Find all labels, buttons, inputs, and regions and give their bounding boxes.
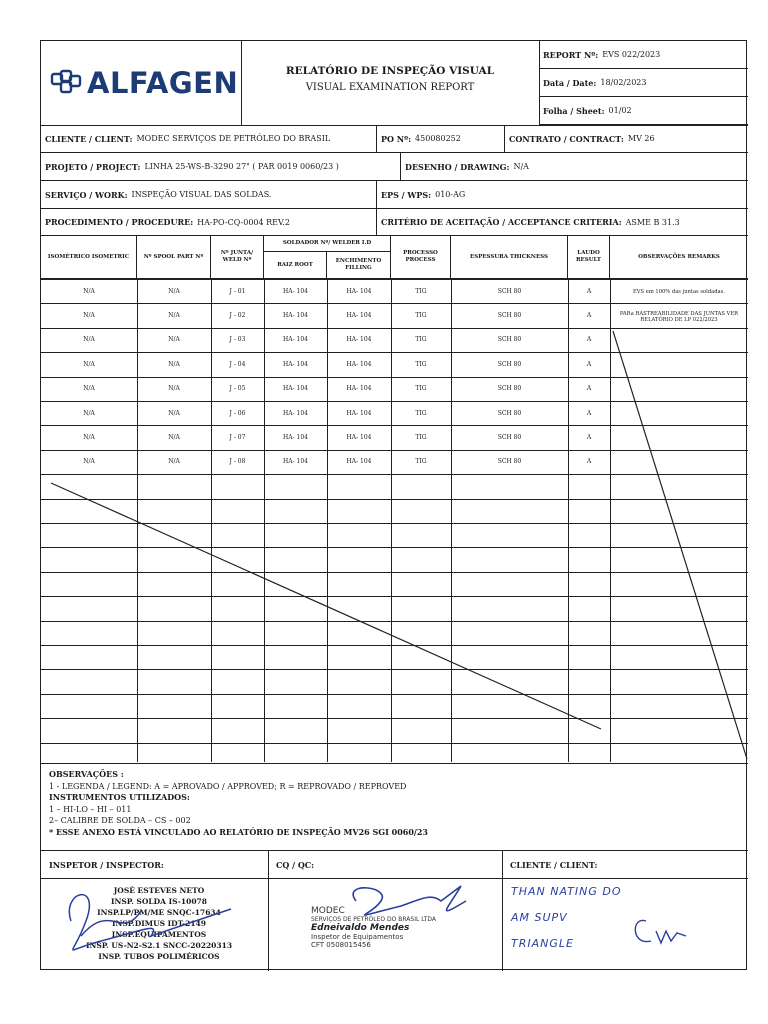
criteria-value: ASME B 31.3 (625, 217, 680, 227)
instrument-item: 1 – HI-LO – HI – 011 (49, 804, 132, 814)
cell-joint: J - 08 (229, 458, 246, 466)
drawing-label: DESENHO / DRAWING: (405, 161, 510, 172)
cell-result: A (586, 360, 592, 368)
inspector-credential-line: JOSÉ ESTEVES NETO (113, 886, 205, 895)
inspector-credential-line: INSP.EQUIPAMENTOS (111, 930, 207, 939)
divider (502, 850, 503, 971)
row-line (41, 718, 748, 719)
divider (268, 850, 269, 971)
contract-value: MV 26 (627, 134, 655, 143)
col-header-root: RAIZ ROOT (264, 252, 327, 279)
cell-iso: N/A (83, 385, 95, 393)
cell-filling: HA- 104 (346, 287, 372, 295)
instruments-title: INSTRUMENTOS UTILIZADOS: (49, 792, 190, 802)
qc-cft: CFT 0508015456 (311, 941, 371, 949)
cell-root: HA- 104 (283, 385, 308, 393)
row-line (41, 547, 748, 548)
cell-thickness: SCH 80 (497, 336, 522, 344)
cell-root: HA- 104 (283, 433, 308, 441)
cell-spool: N/A (168, 433, 180, 441)
cell-spool: N/A (168, 458, 180, 466)
cell-process: TIG (415, 287, 427, 295)
project-label: PROJETO / PROJECT: (45, 161, 141, 172)
cell-process: TIG (415, 458, 427, 466)
row-line (41, 694, 748, 695)
report-date (539, 69, 748, 97)
divider (41, 850, 748, 851)
inspector-stamp (69, 885, 249, 962)
inspector-credential-line: INSP.DIMUS IDT-2149 (111, 919, 206, 928)
work-value: INSPEÇÃO VISUAL DAS SOLDAS. (131, 190, 272, 199)
wps-value: 010-AG (435, 190, 466, 199)
cell-joint: J - 02 (229, 311, 246, 319)
contract-field (505, 125, 748, 153)
cell-spool: N/A (168, 385, 180, 393)
report-date-value: 18/02/2023 (600, 78, 647, 87)
client-hand-line: TRIANGLE (511, 937, 574, 950)
criteria-field (377, 209, 748, 236)
report-number-label: REPORT Nº: (543, 49, 599, 60)
cell-thickness: SCH 80 (497, 360, 522, 368)
cell-filling: HA- 104 (346, 458, 372, 466)
col-header-welder: SOLDADOR Nº/ WELDER I.D (264, 236, 391, 252)
report-sheet (40, 40, 747, 970)
cell-spool: N/A (168, 287, 180, 295)
cell-thickness: SCH 80 (497, 311, 522, 319)
col-header-isometric: ISOMÉTRICO ISOMETRIC (41, 236, 137, 279)
cell-result: A (586, 458, 592, 466)
cell-result: A (586, 433, 592, 441)
cell-process: TIG (415, 360, 427, 368)
cell-thickness: SCH 80 (497, 385, 522, 393)
col-header-remarks: OBSERVAÇÕES REMARKS (610, 236, 748, 279)
cell-filling: HA- 104 (346, 336, 372, 344)
cell-joint: J - 05 (229, 385, 246, 393)
cell-joint: J - 01 (229, 287, 246, 295)
row-line (41, 596, 748, 597)
po-value: 450080252 (415, 134, 461, 143)
observations-title: OBSERVAÇÕES : (49, 769, 124, 779)
logo-text: ALFAGEN (87, 66, 239, 100)
qc-label: CQ / QC: (276, 860, 315, 870)
cell-filling: HA- 104 (346, 311, 372, 319)
cell-thickness: SCH 80 (497, 433, 522, 441)
instrument-item: 2– CALIBRE DE SOLDA – CS – 002 (49, 816, 191, 825)
cell-filling: HA- 104 (346, 433, 372, 441)
row-line (41, 523, 748, 524)
inspector-label: INSPETOR / INSPECTOR: (49, 860, 164, 870)
cell-thickness: SCH 80 (497, 409, 522, 417)
remark-traceability: PARa RASTREABILIDADE DAS JUNTAS VER RELATÓRIO DE LP 022/2023 (619, 310, 739, 323)
legend-note: 1 - LEGENDA / LEGEND: A = APROVADO / APPROVED; R = REPROVADO / REPROVED (49, 781, 407, 791)
po-field (377, 125, 505, 153)
cell-root: HA- 104 (283, 360, 308, 368)
cell-spool: N/A (168, 409, 180, 417)
cell-iso: N/A (83, 409, 95, 417)
cell-root: HA- 104 (283, 336, 308, 344)
client-field (41, 125, 377, 153)
qc-stamp (311, 907, 436, 950)
cell-result: A (586, 385, 592, 393)
inspector-credentials (69, 885, 249, 962)
sheet-value: 01/02 (608, 106, 632, 115)
inspector-credential-line: INSP. US-N2-S2.1 SNCC-20220313 (85, 941, 233, 950)
cell-result: A (586, 287, 592, 295)
row-line (41, 743, 748, 744)
project-value: LINHA 25-WS-B-3290 27" ( PAR 0019 0060/23 ) (144, 162, 339, 171)
col-header-thickness: ESPESSURA THICKNESS (451, 236, 568, 279)
inspector-credential-line: INSP. SOLDA IS-10078 (111, 897, 207, 906)
client-label: CLIENTE / CLIENT: (45, 133, 133, 144)
observations-section (49, 769, 428, 838)
client-hand-line: THAN NATING DO (511, 885, 622, 898)
cell-filling: HA- 104 (346, 385, 372, 393)
cell-process: TIG (415, 311, 427, 319)
col-header-spool: Nº SPOOL PART Nº (137, 236, 211, 279)
cell-process: TIG (415, 433, 427, 441)
qc-company: MODEC (311, 906, 345, 916)
work-field (41, 181, 377, 209)
client-sign-label: CLIENTE / CLIENT: (510, 860, 598, 870)
cell-iso: N/A (83, 433, 95, 441)
qc-role: Inspetor de Equipamentos (311, 932, 404, 941)
divider (41, 878, 748, 879)
cell-iso: N/A (83, 336, 95, 344)
logo-symbol-icon (49, 68, 83, 98)
inspector-credential-line: INSP. TUBOS POLIMÉRICOS (98, 952, 220, 961)
inspector-credential-line: INSP.LP/PM/ME SNQC-17634 (97, 908, 221, 917)
cell-spool: N/A (168, 336, 180, 344)
cell-process: TIG (415, 409, 427, 417)
cell-thickness: SCH 80 (497, 287, 522, 295)
qc-company-full: SERVIÇOS DE PETRÓLEO DO BRASIL LTDA (311, 915, 437, 923)
annex-note: * ESSE ANEXO ESTÁ VINCULADO AO RELATÓRIO DE INSPEÇÃO MV26 SGI 0060/23 (49, 826, 428, 837)
cell-filling: HA- 104 (346, 360, 372, 368)
cell-spool: N/A (168, 360, 180, 368)
cell-process: TIG (415, 336, 427, 344)
wps-label: EPS / WPS: (381, 189, 432, 200)
cell-root: HA- 104 (283, 409, 308, 417)
cell-iso: N/A (83, 311, 95, 319)
cell-root: HA- 104 (283, 311, 308, 319)
cell-result: A (586, 311, 592, 319)
procedure-value: HA-PO-CQ-0004 REV.2 (197, 217, 291, 227)
report-title: RELATÓRIO DE INSPEÇÃO VISUAL (285, 65, 495, 77)
cell-thickness: SCH 80 (497, 458, 522, 466)
report-number-value: EVS 022/2023 (602, 50, 661, 59)
cell-process: TIG (415, 385, 427, 393)
qc-name: Edneivaldo Mendes (311, 923, 410, 933)
work-label: SERVIÇO / WORK: (45, 189, 128, 200)
report-subtitle: VISUAL EXAMINATION REPORT (305, 82, 475, 93)
drawing-value: N/A (513, 162, 529, 171)
client-value: MODEC SERVIÇOS DE PETRÓLEO DO BRASIL (136, 134, 331, 143)
cell-joint: J - 07 (229, 433, 246, 441)
cell-iso: N/A (83, 458, 95, 466)
row-line (41, 572, 748, 573)
row-line (41, 669, 748, 670)
contract-label: CONTRATO / CONTRACT: (509, 133, 624, 144)
cell-root: HA- 104 (283, 458, 308, 466)
col-header-filling: ENCHIMENTO FILLING (327, 252, 391, 279)
remark-evs: EVS em 100% das juntas soldadas. (633, 288, 725, 295)
po-label: PO Nº: (381, 133, 412, 144)
procedure-label: PROCEDIMENTO / PROCEDURE: (45, 217, 194, 227)
report-date-label: Data / Date: (543, 77, 597, 88)
project-field (41, 153, 401, 181)
row-line (41, 621, 748, 622)
col-header-joint: Nº JUNTA/ WELD Nº (211, 236, 264, 279)
cell-filling: HA- 104 (346, 409, 372, 417)
client-hand-line: AM SUPV (511, 911, 568, 924)
cell-root: HA- 104 (283, 287, 308, 295)
procedure-field (41, 209, 377, 236)
cell-result: A (586, 409, 592, 417)
client-signature (635, 920, 686, 943)
criteria-label: CRITÉRIO DE ACEITAÇÃO / ACCEPTANCE CRITERIA: (381, 217, 622, 227)
col-header-process: PROCESSO PROCESS (391, 236, 451, 279)
cell-iso: N/A (83, 360, 95, 368)
cell-joint: J - 04 (229, 360, 246, 368)
void-strike-line (51, 483, 601, 729)
wps-field (377, 181, 748, 209)
cell-iso: N/A (83, 287, 95, 295)
cell-spool: N/A (168, 311, 180, 319)
cell-joint: J - 06 (229, 409, 246, 417)
table-bottom-line (41, 763, 748, 764)
report-sheet-number (539, 97, 748, 125)
report-number (539, 41, 748, 69)
sheet-label: Folha / Sheet: (543, 105, 605, 116)
col-header-result: LAUDO RESULT (568, 236, 610, 279)
drawing-field (401, 153, 748, 181)
client-handwritten-note (511, 879, 622, 957)
row-line (41, 645, 748, 646)
row-line (41, 499, 748, 500)
cell-joint: J - 03 (229, 336, 246, 344)
cell-result: A (586, 336, 592, 344)
divider (241, 41, 242, 125)
company-logo (49, 63, 239, 103)
